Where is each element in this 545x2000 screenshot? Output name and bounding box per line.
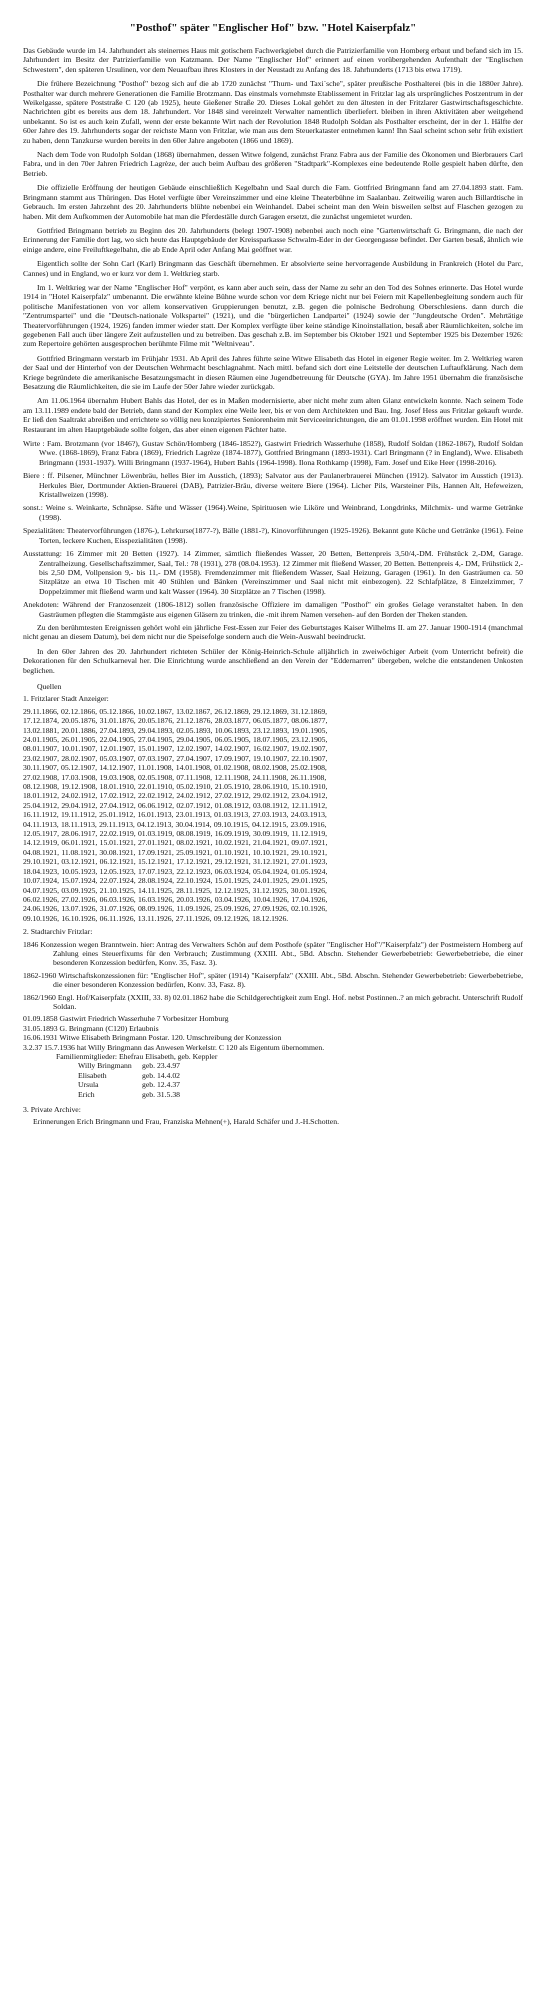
date-line: 29.10.1921, 03.12.1921, 06.12.1921, 15.12.1921, 17.12.1921, 29.12.1921, 31.12.1921, 27.01.1923, xyxy=(23,857,328,867)
register-line: 01.09.1858 Gastwirt Friedrich Wasserhuhe 7 Vorbesitzer Homburg xyxy=(23,1014,229,1024)
date-line: 13.02.1881, 20.01.1886, 27.04.1893, 29.04.1893, 02.05.1893, 10.06.1893, 23.12.1893, 19.01.1905, xyxy=(23,725,328,735)
date-line: 04.08.1921, 11.08.1921, 30.08.1921, 17.09.1921, 25.09.1921, 01.10.1921, 10.10.1921, 29.10.1921, xyxy=(23,847,328,857)
facts-biere: Biere : ff. Pilsener, Münchner Löwenbräu, helles Bier im Ausstich, (1893); Salvator aus der Paulanerbrauerei München (1912). Salvator im Ausstich (1913). Herkules Bier, Dortmunder Aktien-Brauerei (DAB), Patrizier-Bräu, diverse weitere Biere (1964). Licher Pils, Warsteiner Pils, Hannen Alt, Hefeweizen, Kristallweizen (1998). xyxy=(23,471,523,500)
date-line: 27.02.1908, 17.03.1908, 19.03.1908, 02.05.1908, 07.11.1908, 12.11.1908, 24.11.1908, 26.11.1908, xyxy=(23,772,327,782)
paragraph-building-history: Das Gebäude wurde im 14. Jahrhundert als steinernes Haus mit gotischem Fachwerkgiebel durch die Patrizierfamilie von Homberg erbaut und befand sich im 15. Jahrhundert im Besitz der Patrizierfamilie von Katzmann. Der Name "Englischer Hof" erinnert auf einen vorübergehenden Aufenthalt der "Englischen Schwestern", den späteren Ursulinen, vor dem Neuaufbau ihres Klosters in der Neustadt zu Anfang des 18. Jahrhunderts (1713 bis etwa 1719). xyxy=(23,46,523,74)
archive-entry-1846: 1846 Konzession wegen Branntwein. hier: Antrag des Verwalters Schön auf dem Posthofe (später "Englischer Hof"/"Kaiserpfalz") der Postmeistern Homberg auf Zahlung eines Steuerfixums für den Verbrauch; Zustimmung (XXIII. Abt., 5Bd. Abschn. Stehender Gewerbebetrieb: Gewerbebetriebe, die einer besonderen Konzession bedürfen, Konv. 35, Fasz. 3). xyxy=(23,939,523,968)
date-line: 04.07.1925, 03.09.1925, 21.10.1925, 14.11.1925, 28.11.1925, 12.12.1925, 31.12.1925, 30.01.1926, xyxy=(23,885,327,895)
family-member-name: Erich xyxy=(78,1089,95,1099)
paragraph-opening-1893: Die offizielle Eröffnung der heutigen Gebäude einschließlich Kegelbahn und Saal durch die Fam. Gottfried Bringmann fand am 27.04.1893 statt. Fam. Bringmann stammt aus Thüringen. Das Hotel verfügte über Vereinszimmer und eine kleine Theaterbühne im Saalanbau. Zeitweilig waren auch Billardtische in Gebrauch. Im ersten Jahrzehnt des 20. Jahrhunderts blühte nebenbei ein Weinhandel. Dabei scheint man den Wein bisweilen selbst auf Flaschen gezogen zu haben. Mit dem Aufkommen der Automobile hat man die Pferdeställe durch Garagen ersetzt, die zunächst ungemietet wurden. xyxy=(23,183,523,221)
date-line: 14.12.1919, 06.01.1921, 15.01.1921, 27.01.1921, 08.02.1921, 10.02.1921, 21.04.1921, 09.07.1921, xyxy=(23,838,328,848)
family-member-name: Ursula xyxy=(78,1080,99,1090)
archive-entry-1862-soldan: 1862/1960 Engl. Hof/Kaiserpfalz (XXIII, 33. 8) 02.01.1862 habe die Schildgerechtigkeit zum Engl. Hof. nebst Postinnen..? an mich gebracht. Unterschrift Rudolf Soldan. xyxy=(23,992,523,1011)
family-member-row xyxy=(78,1061,523,1070)
family-member-row xyxy=(78,1071,523,1080)
family-member-row xyxy=(78,1080,523,1089)
facts-ausstattung: Ausstattung: 16 Zimmer mit 20 Betten (1927). 14 Zimmer, sämtlich fließendes Wasser, 20 Betten, Bettenpreis 3,50/4,-DM. Frühstück 2,-DM, Garage. Zentralheizung. Gesellschaftszimmer, Saal, Tel.: 78 (1931), 278 (08.04.1953). 12 Zimmer mit fließend Wasser, 20 Betten. Bettenpreis 4,- DM, Frühstück 2,- bis 2,50 DM, Vollpension 9,- bis 11,- DM (1958). Fremdenzimmer mit fließendem Wasser, Saal Heizung, Garagen (1961). In den Gasträumen ca. 50 Sitzplätze an etwa 10 Tischen mit 40 Stühlen und Bänken (Vereinszimmer und Saal nicht mit einbezogen). 22 Schlafplätze, 8 Einzelzimmer, 7 Doppelzimmer mit fließend warm und kalt Wasser (1964). 30 Sitzplätze an 7 Tischen (1998). xyxy=(23,549,523,596)
date-line: 30.11.1907, 05.12.1907, 14.12.1907, 11.01.1908, 14.01.1908, 01.02.1908, 08.02.1908, 25.02.1908, xyxy=(23,763,327,773)
paragraph-soldan-successors: Nach dem Tode von Rudolph Soldan (1868) übernahmen, dessen Witwe folgend, zunächst Franz Fabra aus der Familie des Ökonomen und Bierbrauers Carl Fabra, und in den 70er Jahren Friedrich Lagrèze, der auch beim Aufbau des größeren "Stadtpark"-Komplexes eine bedeutende Rolle gespielt haben dürfte, den Betrieb. xyxy=(23,150,523,178)
date-line: 29.11.1866, 02.12.1866, 05.12.1866, 10.02.1867, 13.02.1867, 26.12.1869, 29.12.1869, 31.12.1869, xyxy=(23,706,328,716)
source-1-date-list xyxy=(23,707,523,923)
family-member-birth: geb. 31.5.38 xyxy=(142,1089,181,1099)
paragraph-school-carnival: In den 60er Jahren des 20. Jahrhundert richteten Schüler der König-Heinrich-Schule alljährlich in zweiwöchiger Arbeit (vom Unterricht befreit) die Dekorationen für den Schulkarneval her. Die Einrichtung wurde anschließend an den Verein der "Eddernarren" übergeben, welche die entstandenen Unkosten beglichen. xyxy=(23,646,523,675)
family-member-birth: geb. 23.4.97 xyxy=(142,1061,181,1071)
sources-heading: Quellen xyxy=(37,681,62,691)
date-line: 18.04.1923, 10.05.1923, 12.05.1923, 17.07.1923, 22.12.1923, 06.03.1924, 05.04.1924, 01.05.1924, xyxy=(23,866,328,876)
date-line: 09.10.1926, 16.10.1926, 06.11.1926, 13.11.1926, 27.11.1926, 09.12.1926, 18.12.1926. xyxy=(23,913,289,923)
date-line: 06.02.1926, 27.02.1926, 06.03.1926, 16.03.1926, 20.03.1926, 03.04.1926, 10.04.1926, 17.04.1926, xyxy=(23,894,328,904)
family-member-birth: geb. 12.4.37 xyxy=(142,1080,181,1090)
date-line: 24.01.1905, 26.01.1905, 22.04.1905, 27.04.1905, 29.04.1905, 06.05.1905, 18.07.1905, 23.12.1905, xyxy=(23,735,328,744)
register-line: 16.06.1931 Witwe Elisabeth Bringmann Postar. 120. Umschreibung der Konzession xyxy=(23,1033,282,1043)
family-member-name: Elisabeth xyxy=(78,1070,107,1080)
family-members xyxy=(56,1052,523,1099)
family-member-birth: geb. 14.4.02 xyxy=(142,1070,181,1080)
paragraph-carl-bringmann: Eigentlich sollte der Sohn Carl (Karl) Bringmann das Geschäft übernehmen. Er absolvierte seine hervorragende Ausbildung in Frankreich (Hotel du Parc, Cannes) und in England, wo er kurz vor dem 1. Weltkrieg starb. xyxy=(23,259,523,278)
register-line: 31.05.1893 G. Bringmann (C120) Erlaubnis xyxy=(23,1023,159,1033)
facts-sonstiges: sonst.: Weine s. Weinkarte, Schnäpse. Säfte und Wässer (1964).Weine, Spirituosen wie Liköre und Weinbrand, Longdrinks, Milchmix- und warme Getränke (1998). xyxy=(23,503,523,522)
paragraph-kaiser-birthday: Zu den berühmtesten Ereignissen gehört wohl ein jährliche Fest-Essen zur Feier des Geburtstages Kaiser Wilhelms II. am 27. Januar 1900-1914 (manchmal nicht genau an diesem Datum), bei dem nicht nur die Speisefolge sondern auch die Wein-Auswahl beeindruckt. xyxy=(23,622,523,642)
date-line: 25.04.1912, 29.04.1912, 27.04.1912, 06.06.1912, 02.07.1912, 01.08.1912, 03.08.1912, 12.11.1912, xyxy=(23,800,328,810)
date-line: 04.11.1913, 18.11.1913, 29.11.1913, 04.12.1913, 30.04.1914, 09.10.1915, 04.12.1915, 23.09.1916, xyxy=(23,819,327,829)
paragraph-world-war-one: Im 1. Weltkrieg war der Name "Englischer Hof" verpönt, es kann aber auch sein, dass der Name zu sehr an den Tod des Sohnes erinnerte. Das Hotel wurde 1914 in "Hotel Kaiserpfalz" umbenannt. Die erwähnte kleine Bühne wurde schon vor dem Kriege nicht nur bei Feiern mit Kapellenbegleitung sondern auch für politische Manifestationen von vor allem konservativen Gruppierungen benutzt, z.B. gegen die polnische Bedrohung Oberschlesiens. dann durch die "Zentrumspartei" und die "Deutsch-nationale Volkspartei" (1921), und die "bürgerlichen Landpartei" (1924) sowie der "Jungdeutsche Orden". Mehrtätige Theatervorführungen (1924, 1926) fanden immer wieder statt. Der Komplex verfügte über keine ständige Kinoinstallation, besaß aber Räumlichkeiten, solche im gegebenen Fall auch über längere Zeit aufzustellen und zu betreiben. Das geschah z.B. im September bis Oktober 1921 und September 1925 bis Dezember 1926: zum Repertoire gehörten ausgesprochen berühmte Filme mit "Weltniveau". xyxy=(23,282,523,349)
paragraph-gartenwirtschaft: Gottfried Bringmann betrieb zu Beginn des 20. Jahrhunderts (belegt 1907-1908) nebenbei auch noch eine "Gartenwirtschaft G. Bringmann, die nach der Erinnerung der Familie dort lag, wo sich heute das Hauptgebäude der Kreissparkasse Schwalm-Eder in der Georgengasse befindet. Der Garten besaß, ähnlich wie einige andere, eine Freiluftkegelbahn, die ab Ende April oder Anfang Mai geöffnet war. xyxy=(23,225,523,254)
private-archive-text: Erinnerungen Erich Bringmann und Frau, Franziska Mehnen(+), Harald Schäfer und J.-H.Schotten. xyxy=(33,1117,339,1127)
date-line: 10.07.1924, 15.07.1924, 22.07.1924, 28.08.1924, 22.10.1924, 15.01.1925, 24.01.1925, 29.01.1925, xyxy=(23,876,328,886)
family-label: Familienmitglieder: Ehefrau Elisabeth, geb. Keppler xyxy=(56,1052,218,1061)
date-line: 12.05.1917, 28.06.1917, 22.02.1919, 01.03.1919, 08.08.1919, 16.09.1919, 30.09.1919, 11.12.1919, xyxy=(23,829,328,839)
family-member-row xyxy=(78,1090,523,1099)
paragraph-1931-postwar: Gottfried Bringmann verstarb im Frühjahr 1931. Ab April des Jahres führte seine Witwe Elisabeth das Hotel in eigener Regie weiter. Im 2. Weltkrieg waren der Saal und der Hinterhof von der Deutschen Wehrmacht beschlagnahmt. Nach mittl. befand sich dort eine Leitstelle der deutschen Luftaufklärung. Nach dem Kriege begründete die amerikanische Besatzungsmacht in diesen Räumen eine Jugendbetreuung für Deutsche (GYA). Im Jahre 1951 übernahm die französische Besatzung die Räumlichkeiten, die sie im Laufe der 50er Jahre wieder zurückgab. xyxy=(23,353,523,391)
facts-wirte: Wirte : Fam. Brotzmann (vor 1846?), Gustav Schön/Homberg (1846-1852?), Gastwirt Friedrich Wasserhuhe (1858), Rudolf Soldan (1862-1867), Rudolf Soldan Wwe. (1868-1869), Franz Fabra (1869), Friedrich Lagrèze (1874-1877), Gottfried Bringmann (1893-1931). Carl Bringmann (? in England), Wwe. Elisabeth Bringmann (1931-1937). Willi Bringmann (1937-1964), Hubert Bahls (1964-1998). Ilona Rothkamp (1998), Fam. Josef und Eike Heer (1998-2016). xyxy=(23,439,523,467)
document-title: "Posthof" später "Englischer Hof" bzw. "Hotel Kaiserpfalz" xyxy=(129,22,417,34)
facts-anekdoten: Anekdoten: Während der Franzosenzeit (1806-1812) sollen französische Offiziere im damaligen "Posthof" ein großes Gelage veranstaltet haben. In den Gasträumen pflegten die Stammgäste aus eigenen Gläsern zu trinken, die -mit ihrem Namen versehen- auf den Borden der Theken standen. xyxy=(23,600,523,619)
register-line: 3.2.37 15.7.1936 hat Willy Bringmann das Anwesen Werkelstr. C 120 als Eigentum übernommen. xyxy=(23,1042,325,1052)
archive-entry-1862-1960: 1862-1960 Wirtschaftskonzessionen für: "Englischer Hof", später (1914) "Kaiserpfalz" (XXIII. Abt., 5Bd. Abschn. Stehender Gewerbebetrieb: Gewerbebetriebe, die einer besonderen Konzession bedürfen, Konv. 33, Fasz. 8). xyxy=(23,970,523,990)
source-1-title: 1. Fritzlarer Stadt Anzeiger: xyxy=(23,694,109,704)
date-line: 18.01.1912, 24.02.1912, 17.02.1912, 22.02.1912, 24.02.1912, 27.02.1912, 29.02.1912, 23.04.1912, xyxy=(23,791,328,801)
source-3-title: 3. Private Archive: xyxy=(23,1105,81,1115)
date-line: 24.06.1926, 13.07.1926, 31.07.1926, 08.09.1926, 11.09.1926, 25.09.1926, 27.09.1926, 02.10.1926, xyxy=(23,904,328,914)
paragraph-bahls-seniorenheim: Am 11.06.1964 übernahm Hubert Bahls das Hotel, der es in Maßen modernisierte, aber nicht mehr zum alten Glanz entwickeln konnte. Nach seinem Tode am 13.11.1989 endete bald der Betrieb, dann stand der Komplex eine Weile leer, bis er von dem Architekten und Bau. Ing. Josef Hess aus Fritzlar gekauft wurde. Er ließ den Saaltrakt abreißen und errichtete so völlig neu konzipiertes Seniorenheim mit Serviceeinrichtungen, die am 01.01.1998 eröffnet wurden. Ein Hotel mit Restaurant im alten Hauptgebäude sollte folgen, das aber einen eigenen Pächter hatte. xyxy=(23,396,523,434)
date-line: 16.11.1912, 19.11.1912, 25.01.1912, 16.01.1913, 23.01.1913, 01.03.1913, 27.03.1913, 24.03.1913, xyxy=(23,810,327,820)
facts-spezialitaeten: Spezialitäten: Theatervorführungen (1876-), Lehrkurse(1877-?), Bälle (1881-?), Kinovorführungen (1925-1926). Bekannt gute Küche und Getränke (1961). Feine Torten, leckere Kuchen, Eisspezialitäten (1998). xyxy=(23,526,523,545)
family-member-name: Willy Bringmann xyxy=(78,1061,132,1071)
date-line: 08.01.1907, 10.01.1907, 12.01.1907, 15.01.1907, 12.02.1907, 14.02.1907, 16.02.1907, 19.02.1907, xyxy=(23,744,328,754)
paragraph-posthof: Die frühere Bezeichnung "Posthof" bezog sich auf die ab 1720 zunächst "Thurn- und Taxi´sche", später preußische Posthalterei (bis in die 1880er Jahre). Posthalter war durch mehrere Generationen die Familie Brotzmann. Das einstmals vornehmste Etablissement in Fritzlar lag als ursprüngliches Postzentrum in der Weikelgasse, spätere Poststraße C 120 (ab 1925), heute Gießener Straße 20. Dieses Lokal gehört zu den ältesten in der Fritzlarer Gastwirtschaftsgeschichte. Nachrichten gibt es bereits aus dem 18. Jahrhundert. Vor 1848 sind vereinzelt Verwalter namentlich überliefert. bleiben in ihren Aktivitäten aber weitgehend unbekannt. So ist es auch kein Zufall, wenn der erste bekannte Wirt nach der Revolution 1848 Rudolph Soldan als Posthalter erscheint, der in der 1. Hälfte der 60er Jahre des 19. Jahrhunderts sogar der reichste Mann von Fritzlar, wie man aus dem Steuerkataster entnehmen kann! Ihn Saal scheint schon sehr früh existiert zu haben, denn Tanzkurse wurden bereits in den 60er Jahre angeboten (1866 und 1869). xyxy=(23,79,523,145)
date-line: 23.02.1907, 28.02.1907, 05.03.1907, 07.03.1907, 27.04.1907, 17.09.1907, 19.10.1907, 22.10.1907, xyxy=(23,753,328,763)
date-line: 17.12.1874, 20.05.1876, 31.01.1876, 20.05.1876, 21.12.1876, 28.03.1877, 06.05.1877, 08.06.1877, xyxy=(23,716,328,726)
source-2-title: 2. Stadtarchiv Fritzlar: xyxy=(23,927,93,937)
date-line: 08.12.1908, 19.12.1908, 18.01.1910, 22.01.1910, 05.02.1910, 21.05.1910, 28.06.1910, 15.10.1910, xyxy=(23,782,328,792)
